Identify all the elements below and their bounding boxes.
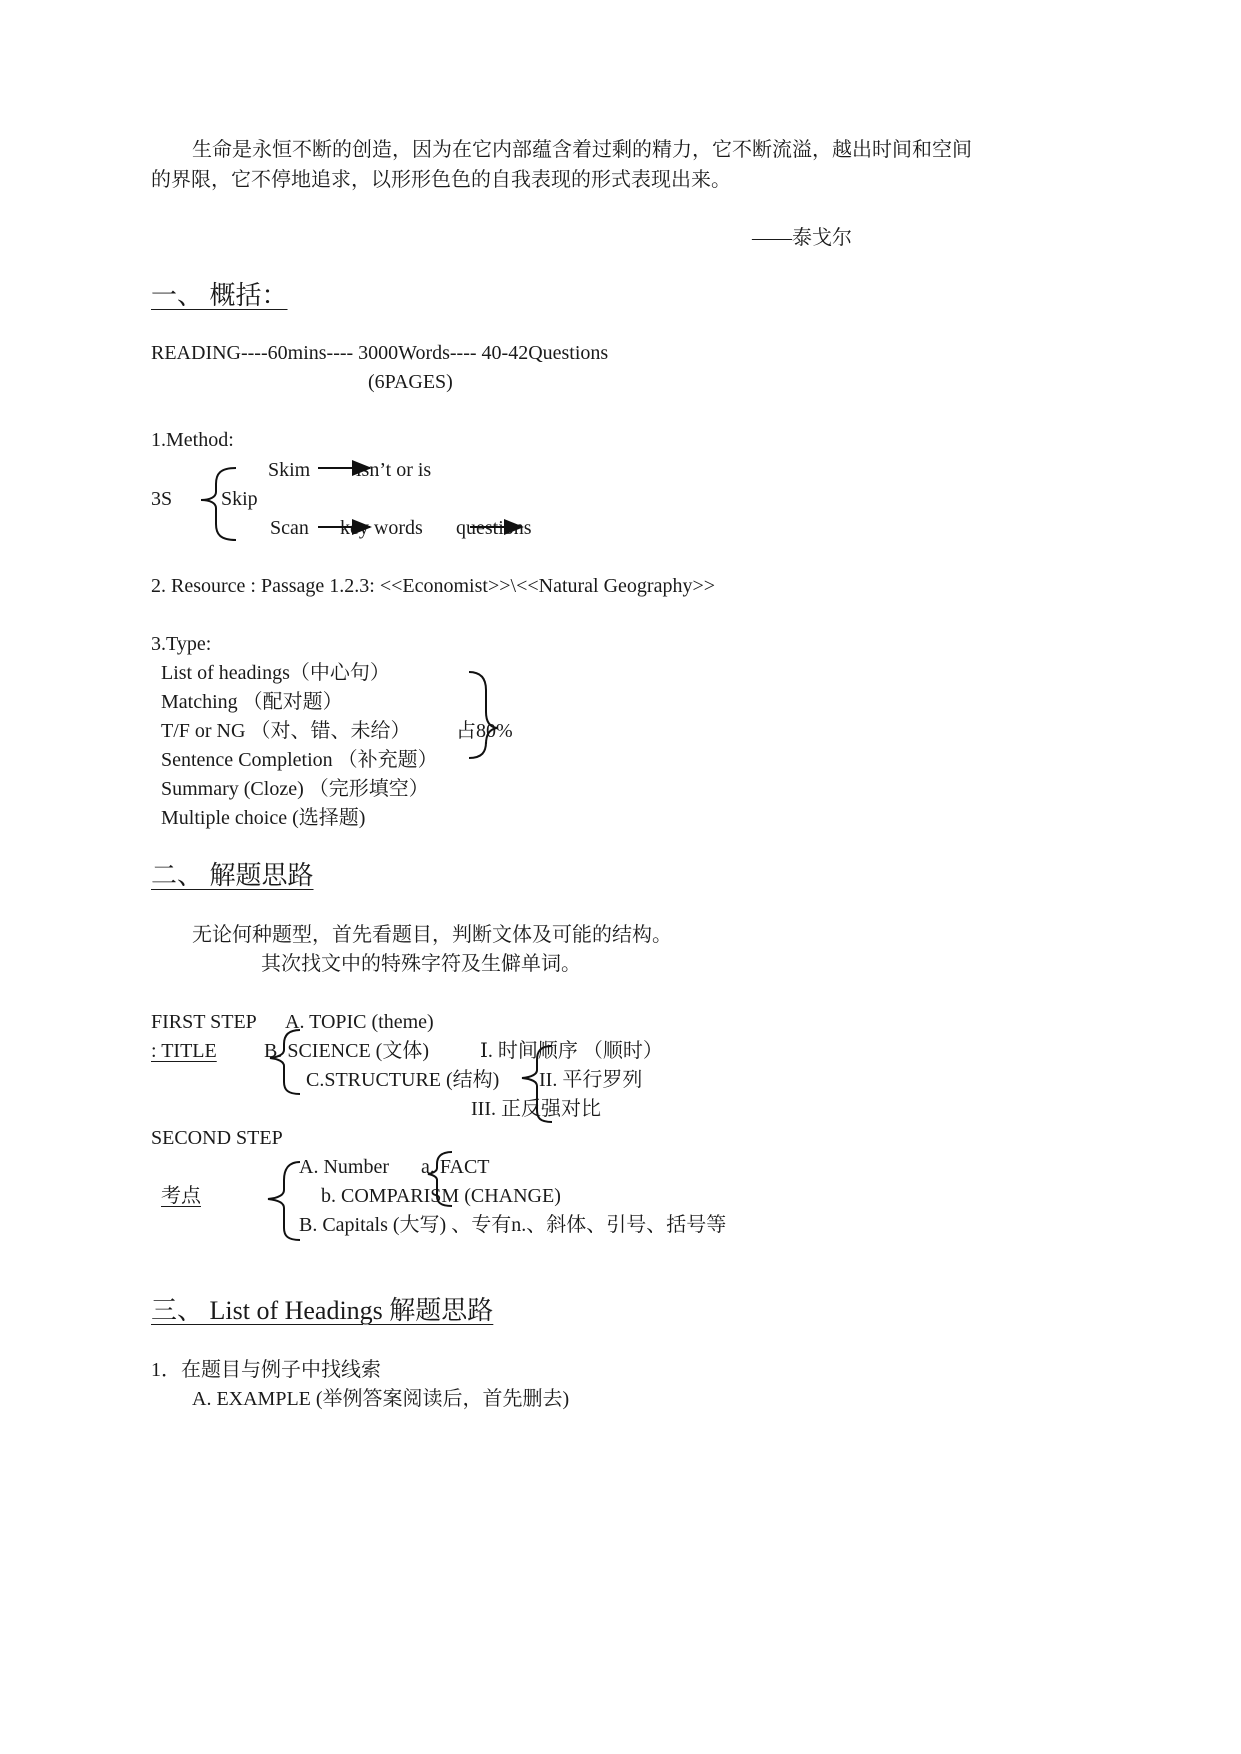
type-item: List of headings（中心句） <box>161 662 390 684</box>
structure-item: III. 正反强对比 <box>471 1098 601 1120</box>
brace-kaodian <box>268 1162 300 1240</box>
method-scan: Scan <box>270 517 309 539</box>
type-label: 3.Type: <box>151 633 212 655</box>
resource-line: 2. Resource : Passage 1.2.3: <<Economist>>\<<Natural Geography>> <box>151 575 716 597</box>
second-step-comparism: b. COMPARISM (CHANGE) <box>321 1185 561 1207</box>
type-item: Matching （配对题） <box>161 691 343 713</box>
method-skim-result: isn’t or is <box>356 459 432 481</box>
method-scan-questions: questions <box>456 517 532 539</box>
quote-line-1: 生命是永恒不断的创造，因为在它内部蕴含着过剩的精力，它不断流溢，越出时间和空间 <box>192 139 972 161</box>
structure-item: II. 平行罗列 <box>539 1069 643 1091</box>
method-scan-keywords: key words <box>340 517 423 539</box>
type-share: 占80% <box>456 720 513 742</box>
second-step-fact: a. FACT <box>421 1156 490 1178</box>
brace-type <box>469 672 497 758</box>
section3-heading: 三、 List of Headings 解题思路 <box>151 1296 494 1325</box>
method-skim: Skim <box>268 459 311 481</box>
type-item: Summary (Cloze) （完形填空） <box>161 778 429 800</box>
second-step-kaodian: 考点 <box>161 1185 201 1207</box>
reading-summary: READING----60mins---- 3000Words---- 40-42Questions <box>151 342 609 364</box>
first-step-topic: A. TOPIC (theme) <box>285 1011 434 1033</box>
section2-intro-1: 无论何种题型，首先看题目，判断文体及可能的结构。 <box>192 924 672 946</box>
quote-line-2: 的界限，它不停地追求，以形形色色的自我表现的形式表现出来。 <box>151 169 731 191</box>
type-item: Sentence Completion （补充题） <box>161 749 438 771</box>
first-step-label: FIRST STEP <box>151 1011 257 1033</box>
reading-pages: (6PAGES) <box>368 371 453 393</box>
method-group-3s: 3S <box>151 488 173 510</box>
second-step-number: A. Number <box>299 1156 389 1178</box>
first-step-structure: C.STRUCTURE (结构) <box>306 1069 500 1091</box>
second-step-capitals: B. Capitals (大写) 、专有n.、斜体、引号、括号等 <box>299 1214 727 1236</box>
section2-intro-2: 其次找文中的特殊字符及生僻单词。 <box>261 953 581 975</box>
first-step-title: : TITLE <box>151 1040 217 1062</box>
structure-item: Ⅰ. 时间顺序 （顺时） <box>480 1040 663 1062</box>
second-step-label: SECOND STEP <box>151 1127 283 1149</box>
section2-heading: 二、 解题思路 <box>151 861 314 890</box>
method-skip: Skip <box>221 488 258 510</box>
first-step-science: B. SCIENCE (文体) <box>264 1040 429 1062</box>
type-item: Multiple choice (选择题) <box>161 807 366 829</box>
type-item: T/F or NG （对、错、未给） <box>161 720 411 742</box>
section1-heading: 一、 概括： <box>151 281 288 310</box>
section3-item-1a: A. EXAMPLE (举例答案阅读后，首先删去) <box>192 1388 570 1410</box>
section3-item-1: 1．在题目与例子中找线索 <box>151 1359 381 1381</box>
method-label: 1.Method: <box>151 429 234 451</box>
quote-attribution: ——泰戈尔 <box>752 227 852 249</box>
